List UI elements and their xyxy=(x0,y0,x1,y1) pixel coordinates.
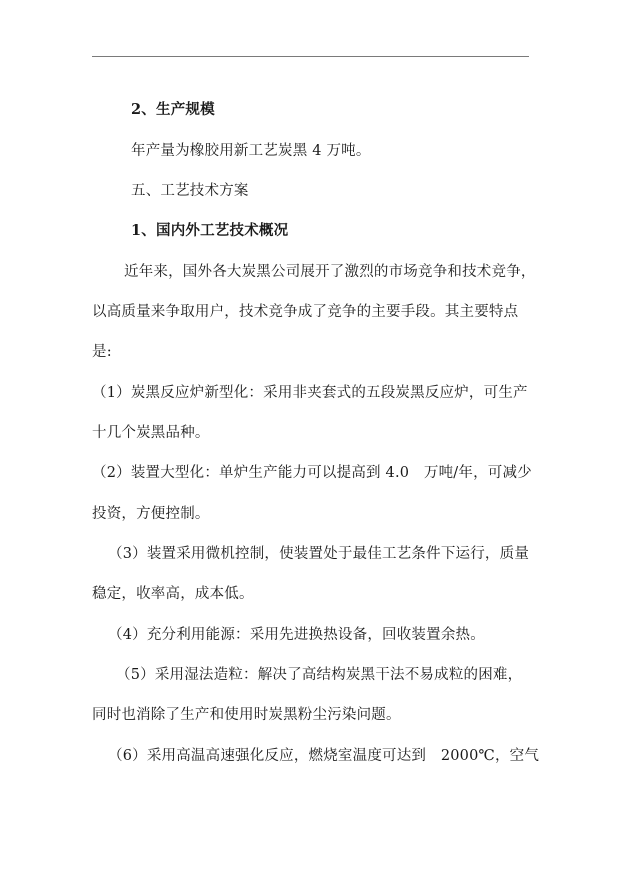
section-heading-tech-overview: 1、国内外工艺技术概况 xyxy=(131,222,289,239)
paragraph-annual-output: 年产量为橡胶用新工艺炭黑 4 万吨。 xyxy=(131,143,371,159)
list-item-5-continued: 同时也消除了生产和使用时炭黑粉尘污染问题。 xyxy=(92,707,401,723)
list-item-2: （2）装置大型化：单炉生产能力可以提高到 4.0 万吨/年，可减少 xyxy=(92,465,532,481)
list-item-5: （5）采用湿法造粒：解决了高结构炭黑干法不易成粒的困难， xyxy=(116,667,523,683)
list-item-1: （1）炭黑反应炉新型化：采用非夹套式的五段炭黑反应炉，可生产 xyxy=(92,385,528,401)
paragraph-line: 以高质量来争取用户，技术竞争成了竞争的主要手段。其主要特点 xyxy=(92,304,519,320)
list-item-3-continued: 稳定，收率高，成本低。 xyxy=(92,586,254,602)
section-heading-production-scale: 2、生产规模 xyxy=(131,101,215,118)
chapter-heading-process-plan: 五、工艺技术方案 xyxy=(131,183,249,199)
list-item-3: （3）装置采用微机控制，使装置处于最佳工艺条件下运行，质量 xyxy=(108,546,530,562)
list-item-4: （4）充分利用能源：采用先进换热设备，回收装置余热。 xyxy=(108,627,485,643)
paragraph-line: 近年来，国外各大炭黑公司展开了激烈的市场竞争和技术竞争， xyxy=(124,264,536,280)
list-item-2-continued: 投资，方便控制。 xyxy=(92,506,210,522)
list-item-1-continued: 十几个炭黑品种。 xyxy=(92,425,210,441)
header-rule xyxy=(92,56,529,57)
list-item-6: （6）采用高温高速强化反应，燃烧室温度可达到 2000℃，空气 xyxy=(108,748,540,764)
paragraph-line: 是: xyxy=(92,344,112,360)
